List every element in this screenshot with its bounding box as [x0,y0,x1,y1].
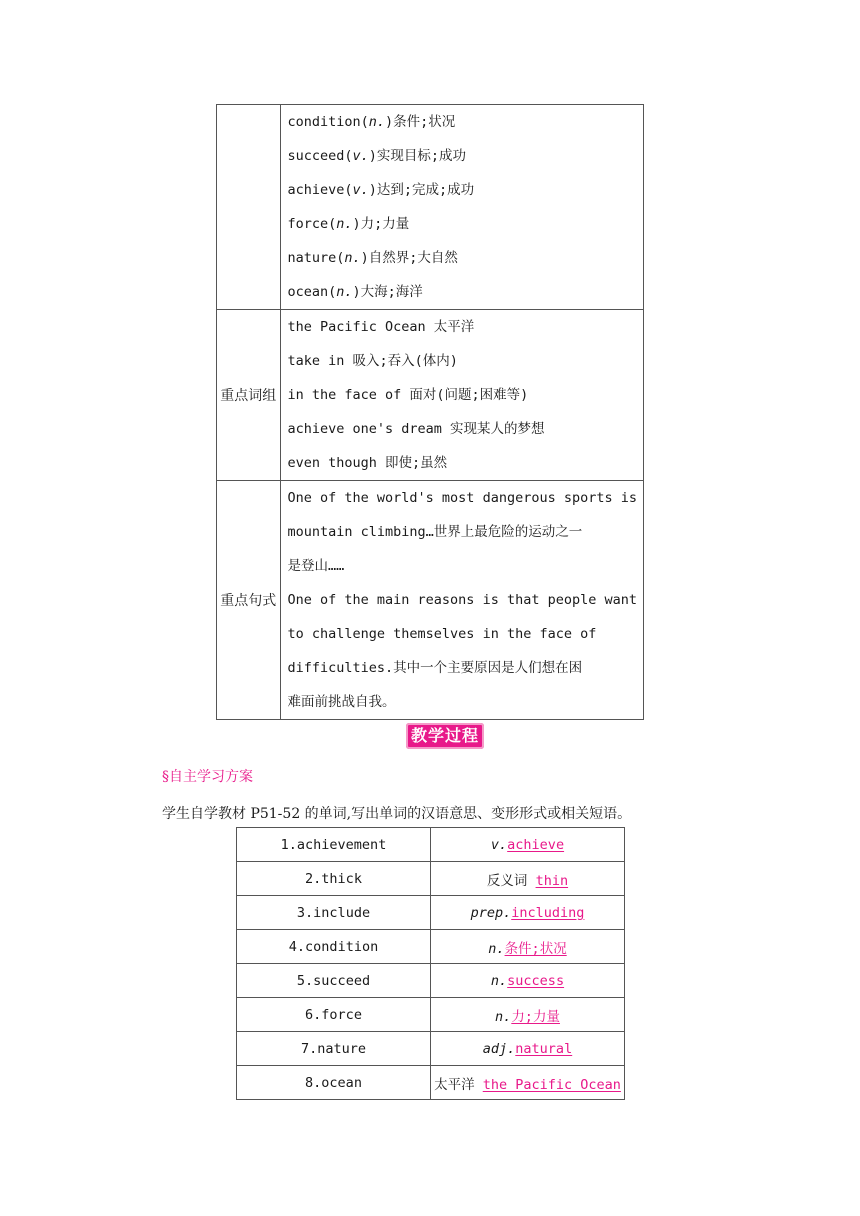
answer-text: 条件;状况 [504,940,567,957]
list-item: One of the world's most dangerous sports is [287,490,637,506]
list-item: in the face of 面对(问题;困难等) [287,387,529,403]
list-item: ocean(n.)大海;海洋 [287,284,423,300]
list-item: mountain climbing…世界上最危险的运动之一 [287,524,583,540]
word-cell: 4.condition [237,930,431,964]
table-row [237,964,625,998]
word-cell: 2.thick [237,862,431,896]
table-row [237,930,625,964]
list-item: even though 即使;虽然 [287,455,448,471]
table-row [237,828,625,862]
list-item: 难面前挑战自我。 [287,694,396,710]
list-item: to challenge themselves in the face of [287,626,597,642]
answer-cell [431,896,625,930]
answer-cell [431,964,625,998]
section-badge: 教学过程 [406,723,484,749]
answer-cell [431,998,625,1032]
table-row [237,998,625,1032]
answer-prefix: 太平洋 [434,1076,483,1093]
list-item: One of the main reasons is that people want [287,592,637,608]
answer-text: the Pacific Ocean [482,1076,621,1093]
table-row [237,1032,625,1066]
list-item: condition(n.)条件;状况 [287,114,456,130]
table-row [217,310,644,481]
answer-cell [431,862,625,896]
list-item: achieve one's dream 实现某人的梦想 [287,421,545,437]
list-item: take in 吸入;吞入(体内) [287,353,458,369]
category-cell: 重点词组 [217,310,281,481]
answer-prefix: adj. [482,1040,516,1057]
content-cell [280,481,644,720]
answer-prefix: n. [490,972,508,989]
answer-text: thin [535,872,569,889]
vocabulary-table [216,104,644,720]
list-item: difficulties.其中一个主要原因是人们想在困 [287,660,583,676]
word-cell: 3.include [237,896,431,930]
word-cell: 6.force [237,998,431,1032]
word-cell: 7.nature [237,1032,431,1066]
answer-cell [431,1066,625,1100]
content-cell [280,105,644,310]
answer-prefix: n. [495,1008,512,1025]
table-row [217,481,644,720]
answer-text: natural [515,1040,573,1057]
section-heading: §自主学习方案 [162,769,253,785]
table-row [217,105,644,310]
answer-prefix: n. [488,940,505,957]
list-item: succeed(v.)实现目标;成功 [287,148,467,164]
answer-prefix: v. [490,836,508,853]
answer-table [236,827,625,1100]
list-item: achieve(v.)达到;完成;成功 [287,182,475,198]
answer-prefix: 反义词 [486,872,536,889]
answer-text: success [507,972,565,989]
list-item: nature(n.)自然界;大自然 [287,250,458,266]
table-row [237,896,625,930]
answer-prefix: prep. [470,904,512,921]
list-item: force(n.)力;力量 [287,216,410,232]
word-cell: 1.achievement [237,828,431,862]
category-cell: 重点句式 [217,481,281,720]
category-cell [217,105,281,310]
word-cell: 5.succeed [237,964,431,998]
table-row [237,1066,625,1100]
instruction-text: 学生自学教材 P51-52 的单词,写出单词的汉语意思、变形形式或相关短语。 [162,806,632,822]
answer-cell [431,1032,625,1066]
table-row [237,862,625,896]
list-item: 是登山…… [287,558,345,574]
word-cell: 8.ocean [237,1066,431,1100]
answer-cell [431,930,625,964]
answer-text: 力;力量 [511,1008,560,1025]
content-cell [280,310,644,481]
answer-cell [431,828,625,862]
answer-text: including [511,904,585,921]
answer-text: achieve [507,836,565,853]
list-item: the Pacific Ocean 太平洋 [287,319,475,335]
